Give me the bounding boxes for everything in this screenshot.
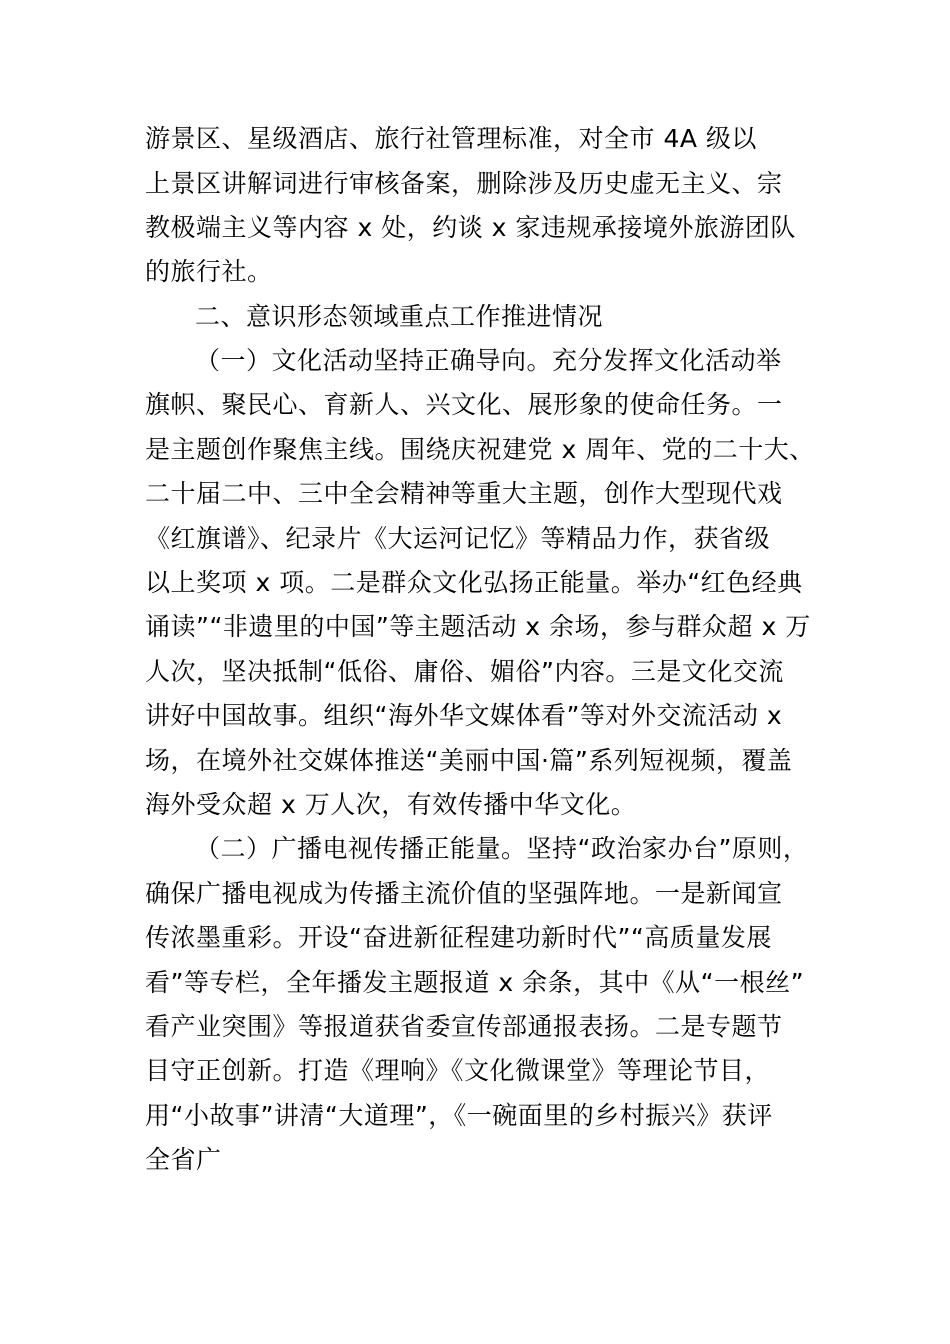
body-text-line: 二十届二中、三中全会精神等重大主题，创作大型现代戏 bbox=[145, 479, 783, 508]
subsection-heading-line: （一）文化活动坚持正确导向。充分发挥文化活动举 bbox=[195, 346, 782, 375]
body-text-line: 诵读”“非遗里的中国”等主题活动 x 余场，参与群众超 x 万 bbox=[145, 612, 811, 641]
body-text-line: 传浓墨重彩。开设“奋进新征程建功新时代”“高质量发展 bbox=[145, 923, 772, 952]
body-text-line: 游景区、星级酒店、旅行社管理标准，对全市 4A 级以 bbox=[145, 124, 757, 153]
body-text-line: 用“小故事”讲清“大道理”，《一碗面里的乡村振兴》获评 bbox=[145, 1101, 773, 1130]
body-text-line: 是主题创作聚焦主线。围绕庆祝建党 x 周年、党的二十大、 bbox=[145, 435, 815, 464]
section-heading: 二、意识形态领域重点工作推进情况 bbox=[195, 302, 604, 331]
body-text-line: 场，在境外社交媒体推送“美丽中国·篇”系列短视频，覆盖 bbox=[145, 746, 793, 775]
body-text-line: 人次，坚决抵制“低俗、庸俗、媚俗”内容。三是文化交流 bbox=[145, 657, 784, 686]
body-text-line: 目守正创新。打造《理响》《文化微课堂》等理论节目， bbox=[145, 1056, 771, 1085]
body-text-line: 教极端主义等内容 x 处，约谈 x 家违规承接境外旅游团队 bbox=[145, 213, 796, 242]
body-text-line: 看”等专栏，全年播发主题报道 x 余条，其中《从“一根丝” bbox=[145, 968, 805, 997]
body-text-line: 确保广播电视成为传播主流价值的坚强阵地。一是新闻宣 bbox=[145, 879, 783, 908]
body-text-line: 海外受众超 x 万人次，有效传播中华文化。 bbox=[145, 790, 637, 819]
body-text-line: 《红旗谱》、纪录片《大运河记忆》等精品力作，获省级 bbox=[145, 524, 771, 553]
body-text-line: 全省广 bbox=[145, 1145, 222, 1174]
body-text-line: 以上奖项 x 项。二是群众文化弘扬正能量。举办“红色经典 bbox=[145, 568, 803, 597]
subsection-heading-line: （二）广播电视传播正能量。坚持“政治家办台”原则， bbox=[195, 834, 809, 863]
body-text-line: 讲好中国故事。组织“海外华文媒体看”等对外交流活动 x bbox=[145, 701, 783, 730]
body-text-line: 看产业突围》等报道获省委宣传部通报表扬。二是专题节 bbox=[145, 1012, 783, 1041]
body-text-line: 的旅行社。 bbox=[145, 257, 273, 286]
body-text-line: 上景区讲解词进行审核备案，删除涉及历史虚无主义、宗 bbox=[145, 169, 783, 198]
body-text-line: 旗帜、聚民心、育新人、兴文化、展形象的使命任务。一 bbox=[145, 390, 783, 419]
